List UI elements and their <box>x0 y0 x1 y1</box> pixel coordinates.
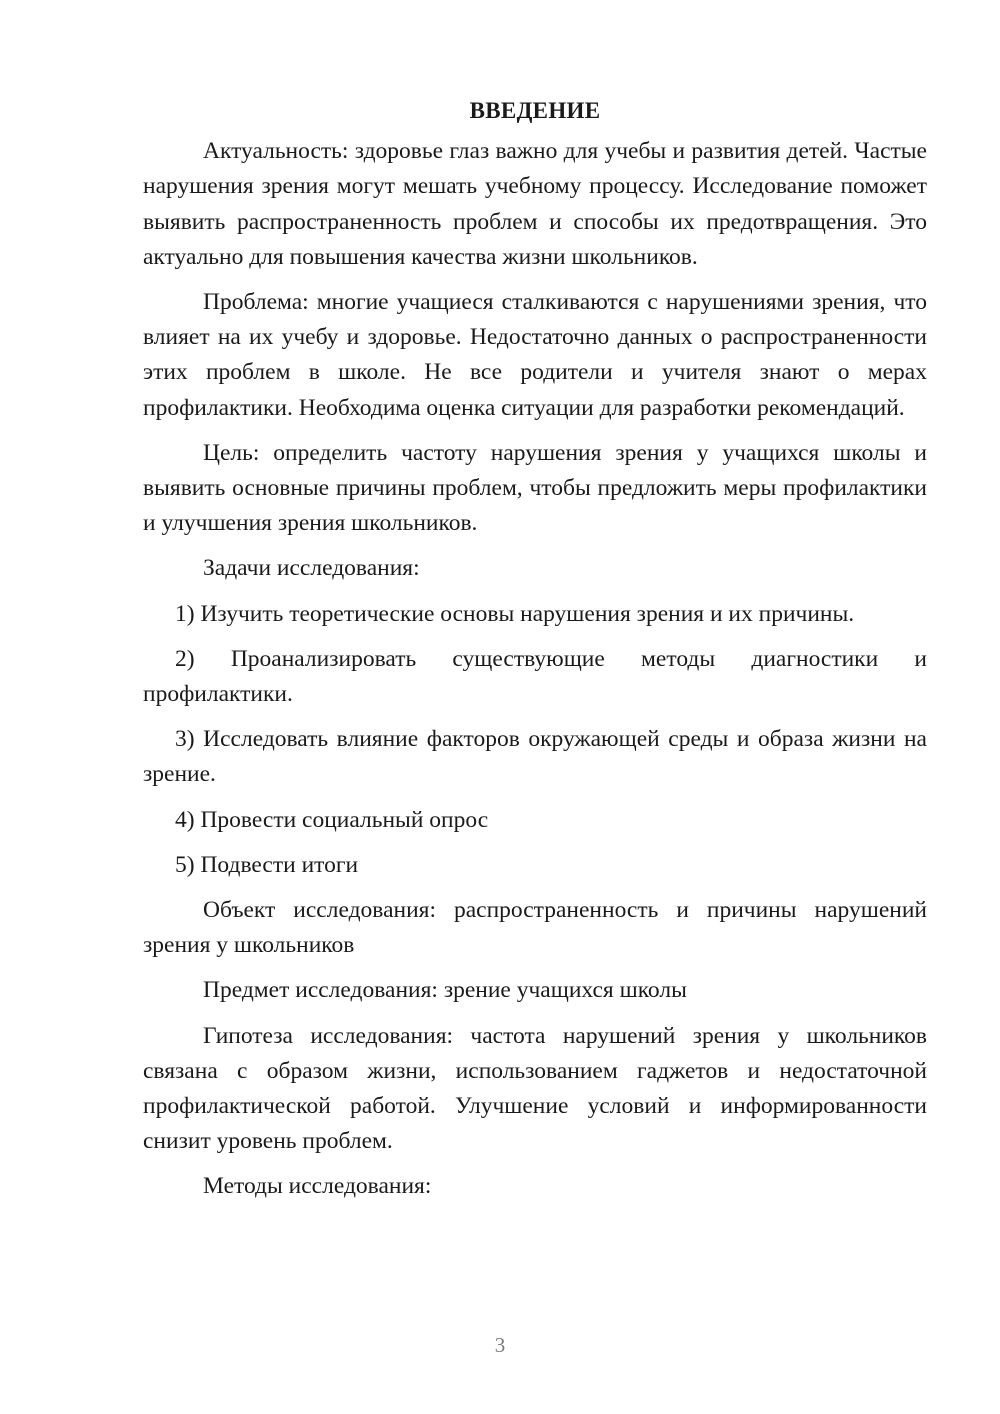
task-item-5: 5) Подвести итоги <box>175 851 359 878</box>
page-content <box>143 93 927 1215</box>
section-title: ВВЕДЕНИЕ <box>469 98 601 123</box>
task-item-1: 1) Изучить теоретические основы нарушения зрения и их причины. <box>175 600 855 627</box>
subject-paragraph: Предмет исследования: зрение учащихся школы <box>203 977 687 1004</box>
tasks-heading: Задачи исследования: <box>203 555 420 582</box>
page-number: 3 <box>494 1333 506 1357</box>
goal-paragraph: Цель: определить частоту нарушения зрения у учащихся школы и выявить основные причины проблем, чтобы предложить меры профилактики и улучшения зрения школьников. <box>143 439 927 537</box>
task-item-3: 3) Исследовать влияние факторов окружающей среды и образа жизни на зрение. <box>143 726 927 788</box>
methods-heading: Методы исследования: <box>203 1173 432 1200</box>
relevance-paragraph: Актуальность: здоровье глаз важно для учебы и развития детей. Частые нарушения зрения могут мешать учебному процессу. Исследование поможет выявить распространенность проблем и способы их предотвращения. Это актуально для повышения качества жизни школьников. <box>143 138 927 270</box>
task-item-2: 2) Проанализировать существующие методы диагностики и профилактики. <box>143 645 927 708</box>
hypothesis-paragraph: Гипотеза исследования: частота нарушений зрения у школьников связана с образом жизни, использованием гаджетов и недостаточной профилактической работой. Улучшение условий и информированности снизит уровень проблем. <box>143 1022 927 1155</box>
task-item-4: 4) Провести социальный опрос <box>175 806 489 833</box>
object-paragraph: Объект исследования: распространенность и причины нарушений зрения у школьников <box>143 897 927 959</box>
problem-paragraph: Проблема: многие учащиеся сталкиваются с нарушениями зрения, что влияет на их учебу и здоровье. Недостаточно данных о распространенности этих проблем в школе. Не все родители и учителя знают о мерах профилактики. Необходима оценка ситуации для разработки рекомендаций. <box>143 289 927 421</box>
